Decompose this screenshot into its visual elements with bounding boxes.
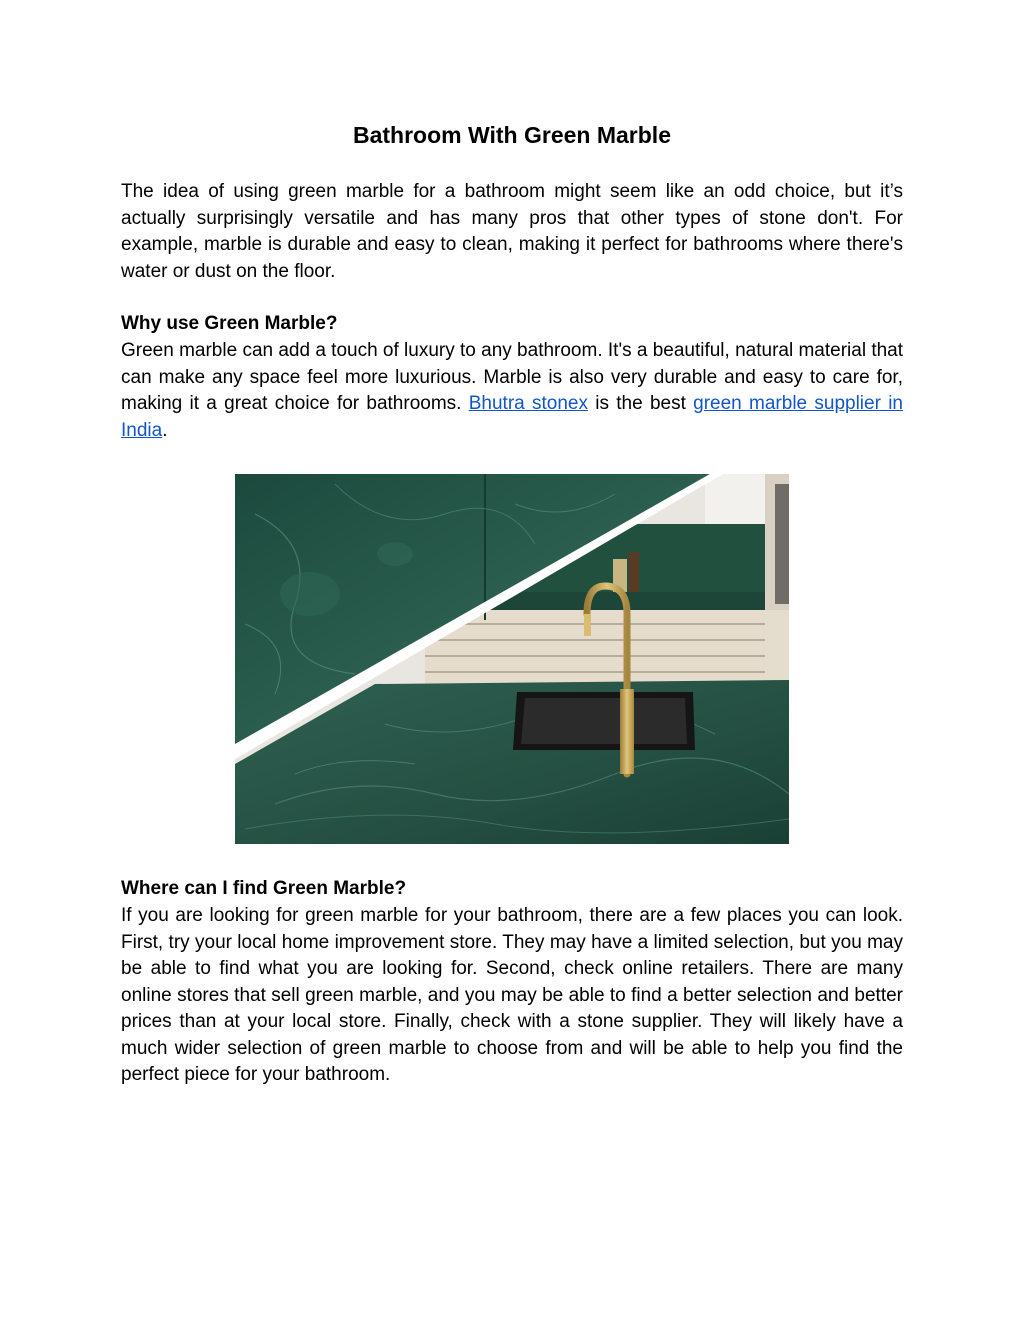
green-marble-supplier-link[interactable]: green marble supplier in India	[121, 393, 903, 441]
why-section-body	[121, 338, 903, 444]
intro-paragraph: The idea of using green marble for a bathroom might seem like an odd choice, but it’s actually surprisingly versatile and has many pros that other types of stone don't. For example, marble is durable and easy to clean, making it perfect for bathrooms where there's water or dust on the floor.	[121, 181, 903, 282]
green-marble-kitchen-image	[235, 474, 789, 844]
why-body-text: Green marble can add a touch of luxury to any bathroom. It's a beautiful, natural material that can make any space feel more luxurious. Marble is also very durable and easy to care for, making it a great choice for bathrooms.	[121, 340, 904, 414]
where-section-body: If you are looking for green marble for your bathroom, there are a few places you can look. First, try your local home improvement store. They may have a limited selection, but you may be able to find what you are looking for. Second, check online retailers. There are many online stores that sell green marble, and you may be able to find a better selection and better prices than at your local store. Finally, check with a stone supplier. They will likely have a much wider selection of green marble to choose from and will be able to help you find the perfect piece for your bathroom.	[121, 905, 903, 1085]
bhutra-stonex-link[interactable]: Bhutra stonex	[468, 393, 588, 414]
document-title: Bathroom With Green Marble	[353, 122, 671, 148]
why-section-heading: Why use Green Marble?	[121, 313, 338, 334]
why-body-end-text: .	[162, 419, 168, 441]
why-body-between-text: is the best	[587, 393, 694, 414]
where-section-heading: Where can I find Green Marble?	[121, 878, 407, 899]
